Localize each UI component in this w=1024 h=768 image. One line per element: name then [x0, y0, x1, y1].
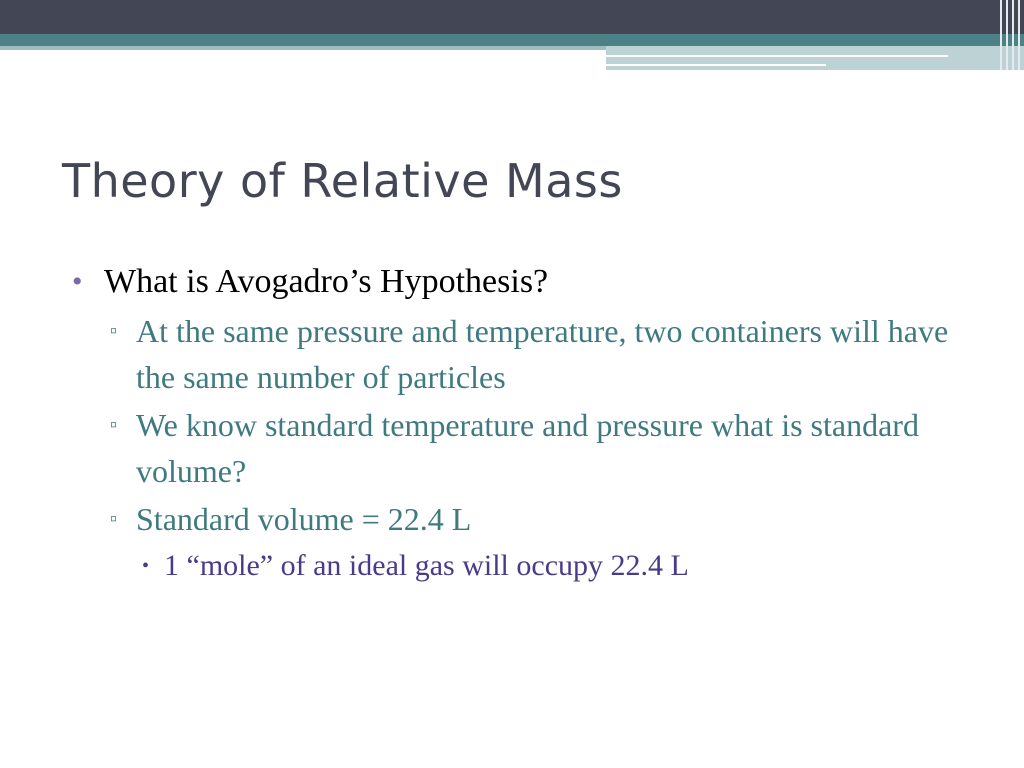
bullet-level-1 [72, 258, 972, 306]
header-teal-band [0, 34, 1024, 46]
header-white-line-1 [606, 55, 948, 57]
bullet-level-2 [72, 496, 972, 542]
header-stripes [996, 0, 1024, 70]
header-dark-band [0, 0, 1024, 34]
bullet-text: 1 “mole” of an ideal gas will occupy 22.4 L [164, 549, 689, 582]
slide-title: Theory of Relative Mass [62, 154, 623, 208]
header-light-band-left [0, 46, 606, 50]
header-white-line-2 [606, 64, 826, 66]
header-light-band-right [606, 46, 1024, 70]
round-bullet-icon: • [72, 265, 83, 298]
square-bullet-icon: ▫ [110, 320, 118, 342]
bullet-text: Standard volume = 22.4 L [136, 501, 472, 537]
bullet-level-2 [72, 308, 972, 400]
bullet-level-3 [72, 544, 972, 588]
dot-bullet-icon: • [142, 555, 150, 577]
bullet-text: What is Avogadro’s Hypothesis? [104, 263, 549, 300]
slide-content [72, 258, 972, 588]
bullet-text: At the same pressure and temperature, two containers will have the same number of particles [136, 313, 949, 395]
square-bullet-icon: ▫ [110, 414, 118, 436]
bullet-level-2 [72, 402, 972, 494]
square-bullet-icon: ▫ [110, 508, 118, 530]
bullet-text: We know standard temperature and pressure what is standard volume? [136, 407, 919, 489]
